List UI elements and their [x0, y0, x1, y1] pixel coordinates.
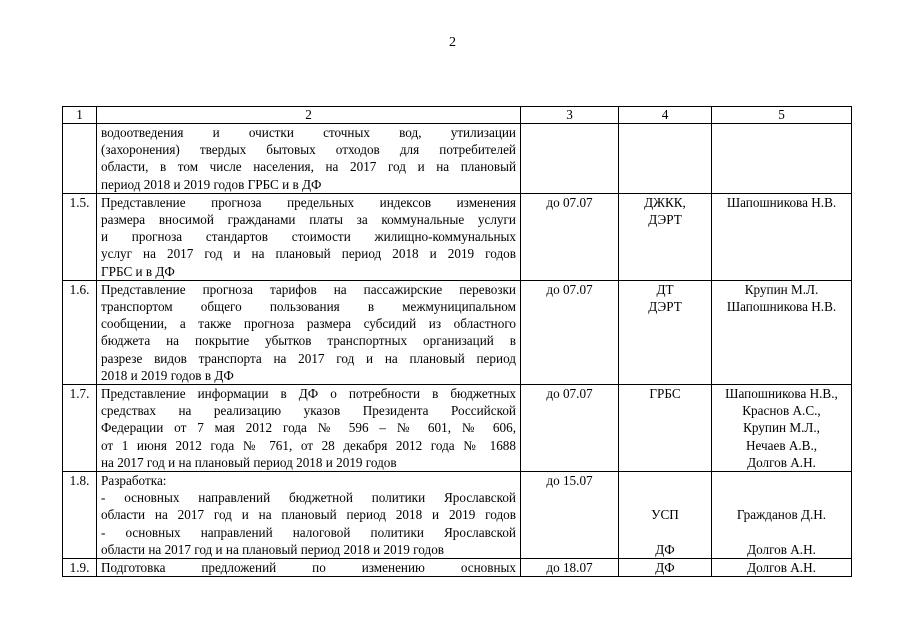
text-line: услуг на 2017 год и на плановый период 2018 и 2019 годов [101, 246, 516, 262]
text-line: 2018 и 2019 годов в ДФ [101, 367, 234, 383]
executor: ДЖКК, [644, 194, 686, 210]
deadline: до 07.07 [521, 385, 619, 472]
text-line: Представление прогноза тарифов на пассажирские перевозки [101, 281, 516, 297]
header-cell: 1 [63, 107, 97, 124]
executors [619, 124, 712, 194]
item-description [97, 280, 521, 384]
text-line: Федерации от 7 мая 2012 года № 596 – № 601, № 606, [101, 420, 516, 436]
executor: ГРБС [649, 386, 681, 402]
text-line: и прогноза стандартов стоимости жилищно-коммунальных [101, 229, 516, 245]
responsible-person: Краснов А.С., [742, 403, 821, 419]
header-row [63, 107, 852, 124]
header-cell: 5 [712, 107, 852, 124]
executor: ДФ [655, 560, 675, 576]
item-number: 1.8. [63, 472, 97, 559]
responsible-person: Нечаев А.В., [745, 437, 818, 453]
responsible [712, 472, 852, 559]
table-row [63, 124, 852, 194]
item-description [97, 193, 521, 280]
text-line: Разработка: [101, 473, 167, 489]
executor: ДЭРТ [648, 299, 682, 315]
text-line: области на 2017 год и на плановый период 2018 и 2019 годов [101, 541, 445, 557]
responsible-person: Долгов А.Н. [747, 454, 816, 470]
header-cell: 3 [521, 107, 619, 124]
header-cell: 2 [97, 107, 521, 124]
executors [619, 280, 712, 384]
responsible [712, 193, 852, 280]
text-line: сообщении, а также прогноза размера субсидий из областного [101, 316, 516, 332]
text-line: размера вносимой гражданами платы за коммунальные услуги [101, 212, 516, 228]
item-description [97, 124, 521, 194]
responsible [712, 559, 852, 577]
deadline: до 07.07 [521, 193, 619, 280]
plan-table [62, 106, 852, 577]
text-line: бюджета на покрытие убытков транспортных организаций в [101, 333, 516, 349]
table-row [63, 559, 852, 577]
item-description [97, 559, 521, 577]
item-number: 1.6. [63, 280, 97, 384]
table-row [63, 193, 852, 280]
responsible-person: Шапошникова Н.В. [726, 194, 837, 210]
text-line: от 1 июня 2012 года № 761, от 28 декабря 2012 года № 1688 [101, 437, 516, 453]
item-number: 1.7. [63, 385, 97, 472]
executors [619, 385, 712, 472]
executor: ДФ [655, 541, 675, 557]
table-row [63, 385, 852, 472]
table-row [63, 472, 852, 559]
item-number: 1.9. [63, 559, 97, 577]
text-line: Представление информации в ДФ о потребности в бюджетных [101, 386, 516, 402]
text-line: - основных направлений налоговой политики Ярославской [101, 524, 516, 540]
text-line: Подготовка предложений по изменению основных [101, 560, 516, 576]
header-cell: 4 [619, 107, 712, 124]
deadline: до 07.07 [521, 280, 619, 384]
responsible-person: Долгов А.Н. [747, 560, 816, 576]
text-line: - основных направлений бюджетной политики Ярославской [101, 490, 516, 506]
executors [619, 193, 712, 280]
text-line: (захоронения) твердых бытовых отходов для потребителей [101, 142, 516, 158]
text-line: области, в том числе населения, на 2017 год и на плановый [101, 159, 516, 175]
text-line: области на 2017 год и на плановый период 2018 и 2019 годов [101, 507, 516, 523]
text-line: на 2017 год и на плановый период 2018 и 2019 годов [101, 454, 397, 470]
responsible-person: Шапошникова Н.В., [725, 386, 838, 402]
responsible-person: Шапошникова Н.В. [726, 299, 837, 315]
text-line: средствах на реализацию указов Президента Российской [101, 403, 516, 419]
item-description [97, 385, 521, 472]
text-line: транспортом общего пользования в межмуниципальном [101, 299, 516, 315]
executor: ДЭРТ [648, 212, 682, 228]
responsible-person: Крупин М.Л. [744, 281, 819, 297]
responsible-person: Гражданов Д.Н. [736, 507, 827, 523]
responsible [712, 385, 852, 472]
text-line: водоотведения и очистки сточных вод, утилизации [101, 125, 516, 140]
item-description [97, 472, 521, 559]
responsible [712, 280, 852, 384]
text-line: Представление прогноза предельных индексов изменения [101, 194, 516, 210]
executor: ДТ [656, 281, 674, 297]
deadline: до 15.07 [521, 472, 619, 559]
executors [619, 472, 712, 559]
text-line: разрезе видов транспорта на 2017 год и на плановый период [101, 350, 516, 366]
text-line: период 2018 и 2019 годов ГРБС и в ДФ [101, 176, 322, 192]
text-line: ГРБС и в ДФ [101, 263, 175, 279]
deadline: до 18.07 [521, 559, 619, 577]
item-number [63, 124, 97, 194]
responsible-person: Крупин М.Л., [743, 420, 820, 436]
deadline [521, 124, 619, 194]
item-number: 1.5. [63, 193, 97, 280]
executor: УСП [651, 507, 679, 523]
responsible-person: Долгов А.Н. [747, 541, 816, 557]
executors [619, 559, 712, 577]
responsible [712, 124, 852, 194]
page-number: 2 [449, 35, 456, 50]
table-row [63, 280, 852, 384]
